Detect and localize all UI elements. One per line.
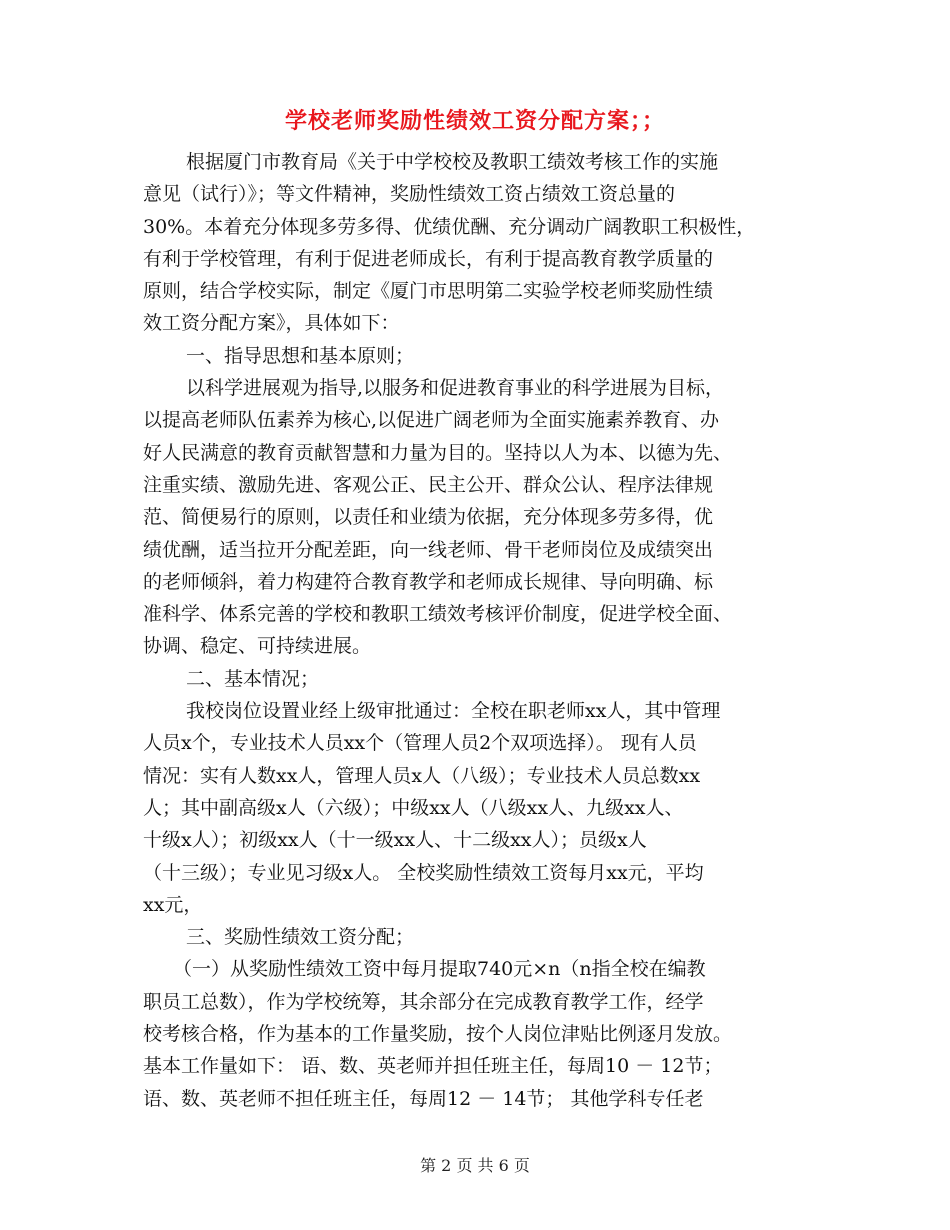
paragraph-line: 以科学进展观为指导,以服务和促进教育事业的科学进展为目标， bbox=[186, 377, 725, 400]
paragraph-line: 的老师倾斜，着力构建符合教育教学和老师成长规律、导向明确、标 bbox=[143, 570, 714, 593]
paragraph-line: xx元， bbox=[143, 893, 203, 916]
paragraph-line: 有利于学校管理，有利于促进老师成长，有利于提高教育教学质量的 bbox=[143, 247, 714, 270]
document-title: 学校老师奖励性绩效工资分配方案；； bbox=[284, 108, 665, 134]
paragraph-line: 注重实绩、激励先进、客观公正、民主公开、群众公认、程序法律规 bbox=[143, 473, 714, 496]
paragraph-line: 好人民满意的教育贡献智慧和力量为目的。坚持以人为本、以德为先、 bbox=[143, 441, 733, 464]
section-heading: 一、指导思想和基本原则； bbox=[186, 344, 415, 367]
paragraph-line: 十级x人）；初级xx人（十一级xx人、十二级xx人）；员级x人 bbox=[143, 829, 647, 852]
section-heading: 二、基本情况； bbox=[186, 667, 320, 690]
paragraph-line: 范、简便易行的原则，以责任和业绩为依据，充分体现多劳多得，优 bbox=[143, 506, 714, 529]
paragraph-line: 人员x个，专业技术人员xx个（管理人员2个双项选择）。 现有人员 bbox=[143, 732, 697, 755]
paragraph-line: 协调、稳定、可持续进展。 bbox=[143, 635, 372, 658]
paragraph-line: 准科学、体系完善的学校和教职工绩效考核评价制度，促进学校全面、 bbox=[143, 603, 733, 626]
paragraph-line: 30%。本着充分体现多劳多得、优绩优酬、充分调动广阔教职工积极性， bbox=[143, 215, 756, 238]
paragraph-line: 校考核合格，作为基本的工作量奖励，按个人岗位津贴比例逐月发放。 bbox=[143, 1023, 733, 1046]
paragraph-line: （十三级）；专业见习级x人。 全校奖励性绩效工资每月xx元，平均 bbox=[143, 861, 704, 884]
paragraph-line: （一）从奖励性绩效工资中每月提取740元×n（n指全校在编教 bbox=[173, 958, 706, 981]
paragraph-line: 职员工总数），作为学校统筹，其余部分在完成教育教学工作，经学 bbox=[143, 990, 704, 1013]
paragraph-line: 人；其中副高级x人（六级）；中级xx人（八级xx人、九级xx人、 bbox=[143, 796, 684, 819]
page-number-footer: 第 2 页 共 6 页 bbox=[420, 1156, 530, 1175]
paragraph-line: 绩优酬，适当拉开分配差距，向一线老师、骨干老师岗位及成绩突出 bbox=[143, 538, 714, 561]
paragraph-line: 意见（试行）》；等文件精神，奖励性绩效工资占绩效工资总量的 bbox=[143, 183, 676, 206]
paragraph-line: 根据厦门市教育局《关于中学校校及教职工绩效考核工作的实施 bbox=[186, 151, 719, 173]
document-body bbox=[143, 146, 813, 1115]
paragraph-line: 基本工作量如下： 语、数、英老师并担任班主任，每周10 － 12节； bbox=[143, 1055, 723, 1078]
paragraph-line: 情况：实有人数xx人，管理人员x人（八级）；专业技术人员总数xx bbox=[143, 764, 701, 787]
paragraph-line: 我校岗位设置业经上级审批通过：全校在职老师xx人，其中管理 bbox=[186, 700, 721, 723]
section-heading: 三、奖励性绩效工资分配； bbox=[186, 926, 415, 949]
paragraph-line: 原则，结合学校实际，制定《厦门市思明第二实验学校老师奖励性绩 bbox=[143, 280, 714, 303]
paragraph-line: 以提高老师队伍素养为核心,以促进广阔老师为全面实施素养教育、办 bbox=[143, 409, 720, 432]
paragraph-line: 语、数、英老师不担任班主任，每周12 － 14节； 其他学科专任老 bbox=[143, 1087, 704, 1110]
paragraph-line: 效工资分配方案》，具体如下： bbox=[143, 312, 400, 335]
